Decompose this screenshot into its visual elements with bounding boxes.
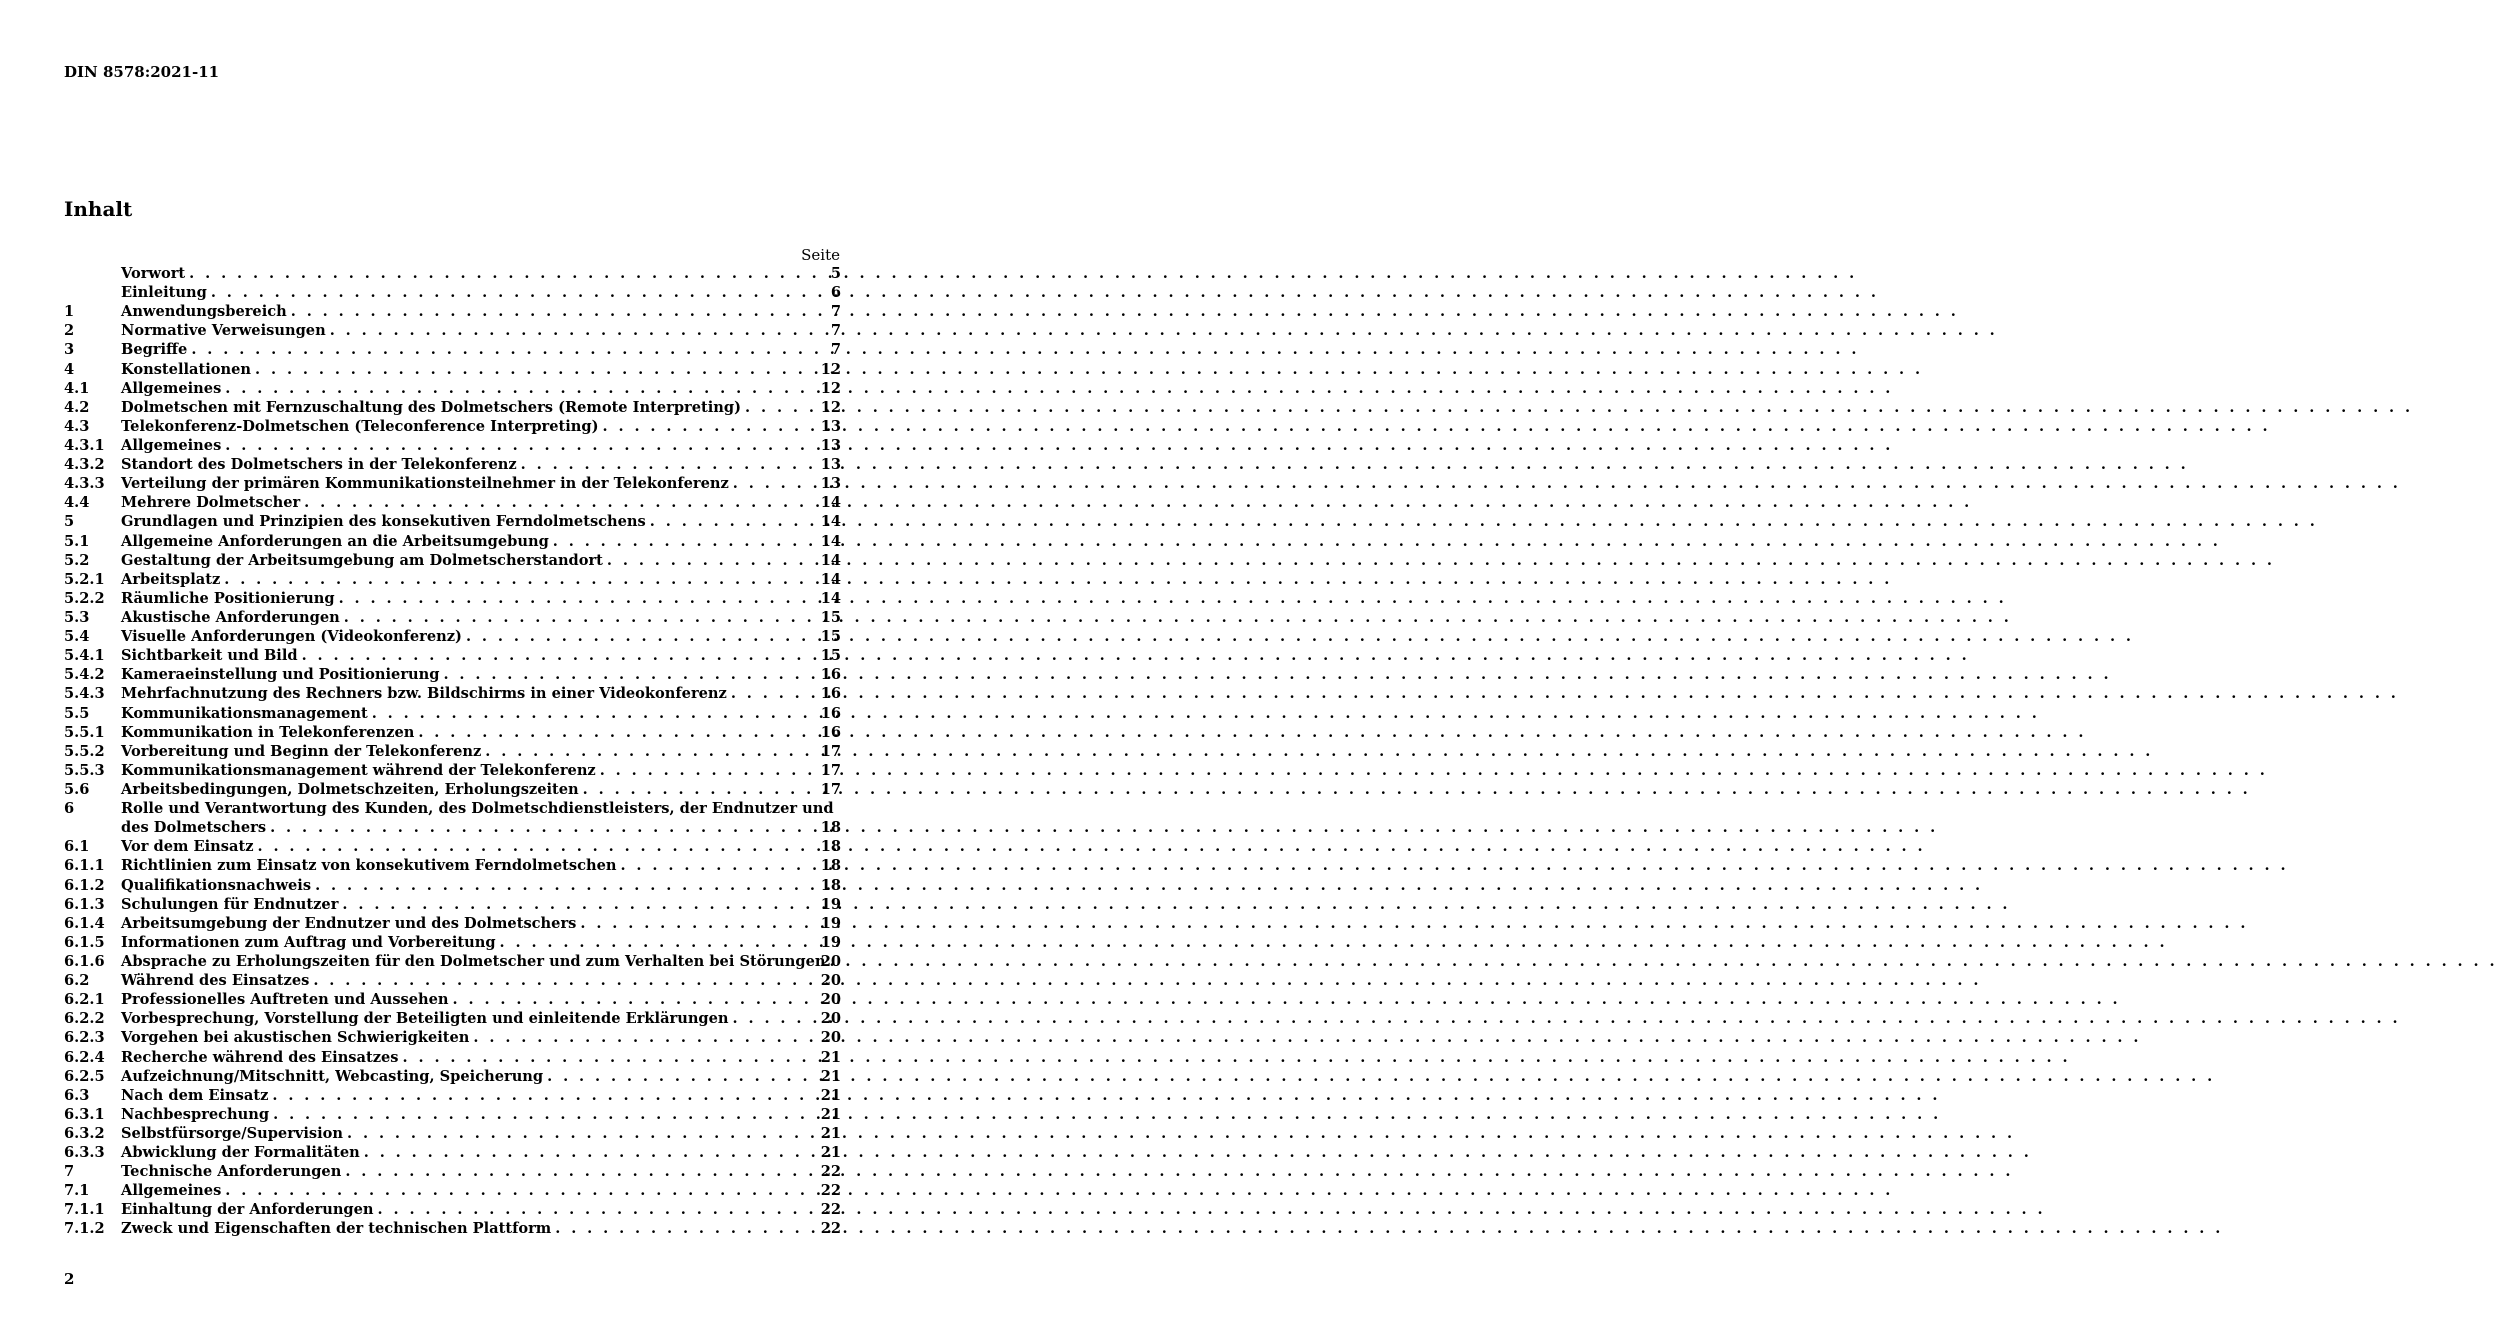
toc-entry-page: 22 — [820, 1220, 841, 1238]
toc-entry-page: 21 — [820, 1105, 841, 1123]
toc-entry-page: 15 — [820, 608, 841, 626]
toc-entry-title: Vor dem Einsatz — [121, 838, 254, 856]
toc-entry-number: 4.1 — [64, 379, 90, 397]
toc-entry-page: 7 — [830, 303, 841, 321]
toc-entry-number: 6 — [64, 800, 75, 818]
toc-entry-title: Vorwort — [121, 265, 186, 282]
toc-entry-number: 5.2.1 — [64, 570, 105, 588]
toc-entry-title: Aufzeichnung/Mitschnitt, Webcasting, Speicherung — [121, 1067, 544, 1085]
toc-entry-title: Vorbereitung und Beginn der Telekonferenz — [121, 742, 482, 760]
toc-entry-number: 4.3.2 — [64, 456, 105, 474]
toc-entry-title: Telekonferenz-Dolmetschen (Teleconference Interpreting) — [121, 417, 599, 435]
toc-entry[interactable] — [64, 1028, 841, 1047]
toc-entry-page: 21 — [820, 1124, 841, 1142]
toc-entry-title: Allgemeines — [121, 1182, 222, 1200]
toc-entry-title: Recherche während des Einsatzes — [121, 1048, 399, 1066]
toc-entry-number: 5.5.3 — [64, 761, 105, 779]
toc-entry-number: 4.3 — [64, 417, 90, 435]
dot-leader — [729, 1009, 2401, 1028]
toc-entry-number: 6.3.2 — [64, 1124, 105, 1142]
toc-entry-title: Absprache zu Erholungszeiten für den Dolmetscher und zum Verhalten bei Störungen — [121, 952, 826, 970]
toc-entry-number: 7.1.2 — [64, 1220, 105, 1238]
dot-leader — [414, 723, 2086, 742]
dot-leader — [298, 646, 1970, 665]
toc-entry-page: 21 — [820, 1048, 841, 1066]
toc-entry[interactable] — [64, 646, 841, 665]
toc-entry[interactable] — [64, 952, 841, 971]
toc-entry[interactable] — [64, 1162, 841, 1181]
dot-leader — [268, 1086, 1940, 1105]
toc-entry-page: 14 — [820, 589, 841, 607]
toc-entry-page: 14 — [820, 570, 841, 588]
toc-entry[interactable] — [64, 1048, 841, 1067]
toc-entry-number: 5 — [64, 513, 75, 531]
dot-leader — [221, 1181, 1893, 1200]
toc-entry-title: Allgemeines — [121, 436, 222, 454]
toc-entry-title: Arbeitsbedingungen, Dolmetschzeiten, Erholungszeiten — [121, 780, 579, 798]
toc-entry-number: 6.2 — [64, 972, 90, 990]
toc-entry[interactable] — [64, 1067, 841, 1086]
toc-entry-number: 6.2.2 — [64, 1010, 105, 1028]
toc-entry-title: Rolle und Verantwortung des Kunden, des Dolmetschdienstleisters, der Endnutzer und — [121, 800, 834, 818]
toc-entry-title-continued: des Dolmetschers — [121, 819, 267, 837]
toc-entry-title: Vorgehen bei akustischen Schwierigkeiten — [121, 1029, 470, 1047]
toc-entry-title: Qualifikationsnachweis — [121, 876, 312, 894]
toc-entry-title: Kameraeinstellung und Positionierung — [121, 666, 440, 684]
toc-entry[interactable] — [64, 856, 841, 875]
toc-entry-page: 22 — [820, 1163, 841, 1181]
toc-entry[interactable] — [64, 1181, 841, 1200]
table-of-contents — [64, 264, 841, 1239]
toc-entry-page: 16 — [820, 666, 841, 684]
toc-entry-page: 19 — [820, 914, 841, 932]
toc-entry-title: Normative Verweisungen — [121, 322, 326, 340]
toc-entry[interactable] — [64, 532, 841, 551]
toc-entry-number: 1 — [64, 303, 75, 321]
dot-leader — [340, 608, 2012, 627]
toc-entry-title: Visuelle Anforderungen (Videokonferenz) — [121, 628, 462, 646]
toc-entry-page: 14 — [820, 532, 841, 550]
toc-entry[interactable] — [64, 321, 841, 340]
toc-entry-number: 5.2 — [64, 551, 90, 569]
toc-entry-title: Einhaltung der Anforderungen — [121, 1201, 374, 1219]
toc-entry[interactable] — [64, 1105, 841, 1124]
dot-leader — [309, 971, 1981, 990]
toc-entry-page: 20 — [820, 1010, 841, 1028]
toc-entry[interactable] — [64, 1086, 841, 1105]
toc-entry-number: 5.2.2 — [64, 589, 105, 607]
toc-entry-page: 15 — [820, 647, 841, 665]
toc-entry-number: 6.1.3 — [64, 895, 105, 913]
toc-entry-number: 5.4.2 — [64, 666, 105, 684]
toc-entry[interactable] — [64, 417, 841, 436]
dot-leader — [335, 589, 2007, 608]
toc-entry[interactable] — [64, 704, 841, 723]
toc-entry-title: Mehrfachnutzung des Rechners bzw. Bildschirms in einer Videokonferenz — [121, 685, 727, 703]
toc-entry-number: 3 — [64, 341, 75, 359]
toc-entry-page: 16 — [820, 723, 841, 741]
dot-leader — [543, 1067, 2215, 1086]
toc-entry-page: 13 — [820, 417, 841, 435]
dot-leader — [300, 493, 1972, 512]
dot-leader — [449, 990, 2121, 1009]
toc-entry-title: Sichtbarkeit und Bild — [121, 647, 298, 665]
toc-entry[interactable] — [64, 264, 841, 283]
dot-leader — [266, 818, 1938, 837]
dot-leader — [727, 684, 2399, 703]
toc-entry-title: Anwendungsbereich — [121, 303, 287, 321]
toc-entry[interactable] — [64, 665, 841, 684]
toc-entry[interactable] — [64, 1009, 841, 1028]
toc-entry-title: Schulungen für Endnutzer — [121, 895, 339, 913]
toc-entry-page: 17 — [820, 780, 841, 798]
toc-entry-page: 15 — [820, 628, 841, 646]
toc-entry[interactable] — [64, 340, 841, 359]
toc-entry-number: 5.5.2 — [64, 742, 105, 760]
dot-leader — [517, 455, 2189, 474]
toc-entry-number: 6.3 — [64, 1086, 90, 1104]
toc-entry-page: 18 — [820, 876, 841, 894]
toc-entry-title: Konstellationen — [121, 360, 252, 378]
toc-entry-page: 22 — [820, 1201, 841, 1219]
toc-entry[interactable] — [64, 876, 841, 895]
toc-entry-page: 5 — [830, 265, 841, 282]
toc-entry-page: 13 — [820, 436, 841, 454]
toc-entry-title: Allgemeines — [121, 379, 222, 397]
document-id: DIN 8578:2021-11 — [64, 63, 220, 81]
toc-entry-title: Verteilung der primären Kommunikationsteilnehmer in der Telekonferenz — [121, 475, 729, 493]
toc-entry-title: Allgemeine Anforderungen an die Arbeitsumgebung — [121, 532, 549, 550]
dot-leader — [341, 1162, 2013, 1181]
toc-entry-number: 7.1.1 — [64, 1201, 105, 1219]
toc-entry-page: 14 — [820, 513, 841, 531]
dot-leader — [825, 952, 2497, 971]
toc-entry[interactable] — [64, 474, 841, 493]
toc-entry-page: 17 — [820, 761, 841, 779]
dot-leader — [343, 1124, 2015, 1143]
toc-entry-number: 5.3 — [64, 608, 90, 626]
toc-entry[interactable] — [64, 302, 841, 321]
toc-entry-page: 16 — [820, 685, 841, 703]
toc-entry[interactable] — [64, 895, 841, 914]
toc-entry-title: Räumliche Positionierung — [121, 589, 335, 607]
toc-entry-page: 20 — [820, 972, 841, 990]
toc-entry-page: 17 — [820, 742, 841, 760]
toc-entry-title: Nach dem Einsatz — [121, 1086, 269, 1104]
toc-entry[interactable] — [64, 398, 841, 417]
toc-entry-number: 7.1 — [64, 1182, 90, 1200]
toc-entry-number: 5.5.1 — [64, 723, 105, 741]
dot-leader — [496, 933, 2168, 952]
toc-entry-number: 6.2.3 — [64, 1029, 105, 1047]
dot-leader — [616, 856, 2288, 875]
dot-leader — [399, 1048, 2071, 1067]
toc-entry-title: Selbstfürsorge/Supervision — [121, 1124, 344, 1142]
toc-entry-page: 6 — [830, 284, 841, 302]
toc-entry-number: 6.1.1 — [64, 857, 105, 875]
toc-entry-number: 6.2.4 — [64, 1048, 105, 1066]
toc-entry[interactable] — [64, 379, 841, 398]
toc-entry-page: 18 — [820, 838, 841, 856]
toc-entry-page: 21 — [820, 1067, 841, 1085]
toc-entry-title: Grundlagen und Prinzipien des konsekutiven Ferndolmetschens — [121, 513, 646, 531]
dot-leader — [207, 283, 1879, 302]
toc-entry-title: Gestaltung der Arbeitsumgebung am Dolmetscherstandort — [121, 551, 603, 569]
toc-entry-number: 5.5 — [64, 704, 90, 722]
toc-entry-page: 7 — [830, 322, 841, 340]
toc-entry-number: 6.3.3 — [64, 1144, 105, 1162]
toc-entry-number: 4.4 — [64, 494, 90, 512]
toc-entry-title: Arbeitsumgebung der Endnutzer und des Dolmetschers — [121, 914, 577, 932]
dot-leader — [374, 1200, 2046, 1219]
dot-leader — [462, 627, 2134, 646]
toc-entry-page: 14 — [820, 494, 841, 512]
toc-entry[interactable] — [64, 1124, 841, 1143]
toc-entry[interactable] — [64, 608, 841, 627]
toc-entry-page: 13 — [820, 475, 841, 493]
toc-entry-title: Kommunikation in Telekonferenzen — [121, 723, 415, 741]
toc-entry-page: 7 — [830, 341, 841, 359]
toc-entry[interactable] — [64, 283, 841, 302]
toc-entry-page: 13 — [820, 456, 841, 474]
dot-leader — [646, 512, 2318, 531]
toc-entry-number: 2 — [64, 322, 75, 340]
dot-leader — [368, 704, 2040, 723]
toc-entry[interactable] — [64, 455, 841, 474]
toc-entry-title: Einleitung — [121, 284, 207, 302]
dot-leader — [741, 398, 2413, 417]
toc-entry[interactable] — [64, 436, 841, 455]
page-column-label: Seite — [801, 246, 840, 264]
toc-entry[interactable] — [64, 512, 841, 531]
dot-leader — [287, 302, 1959, 321]
toc-entry-number: 4.3.3 — [64, 475, 105, 493]
dot-leader — [360, 1143, 2032, 1162]
dot-leader — [187, 340, 1859, 359]
toc-entry-number: 5.4.3 — [64, 685, 105, 703]
toc-entry-page: 12 — [820, 398, 841, 416]
toc-entry-title: Zweck und Eigenschaften der technischen Plattform — [121, 1220, 552, 1238]
toc-entry[interactable] — [64, 971, 841, 990]
toc-entry[interactable] — [64, 493, 841, 512]
page-title: Inhalt — [64, 197, 133, 221]
toc-entry-title: Begriffe — [121, 341, 188, 359]
toc-entry-page: 16 — [820, 704, 841, 722]
toc-entry[interactable] — [64, 1219, 841, 1238]
toc-entry[interactable] — [64, 799, 841, 837]
toc-entry-page: 18 — [820, 819, 841, 837]
dot-leader — [221, 379, 1893, 398]
dot-leader — [251, 360, 1923, 379]
toc-entry-number: 5.4 — [64, 628, 90, 646]
toc-entry-title: Vorbesprechung, Vorstellung der Beteiligten und einleitende Erklärungen — [121, 1010, 729, 1028]
toc-entry-number: 6.2.5 — [64, 1067, 105, 1085]
toc-entry-title: Arbeitsplatz — [121, 570, 221, 588]
dot-leader — [221, 436, 1893, 455]
toc-entry-title: Akustische Anforderungen — [121, 608, 340, 626]
toc-entry-number: 6.2.1 — [64, 991, 105, 1009]
toc-entry-page: 20 — [820, 1029, 841, 1047]
toc-entry-title: Kommunikationsmanagement — [121, 704, 368, 722]
toc-entry-number: 6.1.2 — [64, 876, 105, 894]
toc-entry-page: 20 — [820, 952, 841, 970]
toc-entry[interactable] — [64, 837, 841, 856]
dot-leader — [596, 761, 2268, 780]
toc-entry[interactable] — [64, 933, 841, 952]
dot-leader — [729, 474, 2401, 493]
toc-entry-number: 7 — [64, 1163, 75, 1181]
toc-entry-page: 12 — [820, 379, 841, 397]
toc-entry-number: 4.3.1 — [64, 436, 105, 454]
toc-entry[interactable] — [64, 1143, 841, 1162]
toc-entry-title: Abwicklung der Formalitäten — [121, 1144, 360, 1162]
toc-entry-number: 6.1 — [64, 838, 90, 856]
toc-entry[interactable] — [64, 551, 841, 570]
toc-entry-number: 6.1.4 — [64, 914, 105, 932]
toc-entry-page: 19 — [820, 933, 841, 951]
toc-entry-number: 6.1.5 — [64, 933, 105, 951]
toc-entry-page: 14 — [820, 551, 841, 569]
dot-leader — [253, 837, 1925, 856]
toc-entry[interactable] — [64, 761, 841, 780]
toc-entry-number — [64, 283, 121, 302]
dot-leader — [185, 264, 1857, 283]
dot-leader — [338, 895, 2010, 914]
toc-entry[interactable] — [64, 360, 841, 379]
toc-entry[interactable] — [64, 570, 841, 589]
dot-leader — [311, 876, 1983, 895]
toc-entry-number: 6.1.6 — [64, 952, 105, 970]
toc-entry-page: 21 — [820, 1086, 841, 1104]
toc-entry[interactable] — [64, 684, 841, 703]
toc-entry-number: 4.2 — [64, 398, 90, 416]
toc-entry[interactable] — [64, 627, 841, 646]
toc-entry[interactable] — [64, 1200, 841, 1219]
toc-entry-page: 18 — [820, 857, 841, 875]
toc-entry-page: 21 — [820, 1144, 841, 1162]
toc-entry-number: 6.3.1 — [64, 1105, 105, 1123]
toc-entry[interactable] — [64, 589, 841, 608]
dot-leader — [269, 1105, 1941, 1124]
toc-entry[interactable] — [64, 780, 841, 799]
toc-entry-title: Richtlinien zum Einsatz von konsekutivem Ferndolmetschen — [121, 857, 617, 875]
toc-entry-page: 19 — [820, 895, 841, 913]
toc-entry-title: Kommunikationsmanagement während der Telekonferenz — [121, 761, 596, 779]
toc-entry-number — [64, 264, 121, 283]
toc-entry-title: Während des Einsatzes — [121, 972, 310, 990]
dot-leader — [603, 551, 2275, 570]
dot-leader — [220, 570, 1892, 589]
dot-leader — [439, 665, 2111, 684]
toc-entry[interactable] — [64, 723, 841, 742]
toc-entry-title: Mehrere Dolmetscher — [121, 494, 301, 512]
dot-leader — [326, 321, 1998, 340]
footer-page-number: 2 — [64, 1270, 75, 1288]
toc-entry-title: Technische Anforderungen — [121, 1163, 342, 1181]
toc-entry-page: 22 — [820, 1182, 841, 1200]
toc-entry-page: 20 — [820, 991, 841, 1009]
toc-entry[interactable] — [64, 914, 841, 933]
toc-entry-number: 4 — [64, 360, 75, 378]
toc-entry-number: 5.4.1 — [64, 647, 105, 665]
toc-entry-page: 12 — [820, 360, 841, 378]
toc-entry-title: Nachbesprechung — [121, 1105, 270, 1123]
dot-leader — [469, 1028, 2141, 1047]
toc-entry-number: 5.1 — [64, 532, 90, 550]
toc-entry[interactable] — [64, 990, 841, 1009]
toc-entry-title: Dolmetschen mit Fernzuschaltung des Dolmetschers (Remote Interpreting) — [121, 398, 742, 416]
toc-entry-title: Informationen zum Auftrag und Vorbereitung — [121, 933, 496, 951]
toc-entry-number: 5.6 — [64, 780, 90, 798]
toc-entry-title: Standort des Dolmetschers in der Telekonferenz — [121, 456, 517, 474]
toc-entry-title: Professionelles Auftreten und Aussehen — [121, 991, 449, 1009]
dot-leader — [599, 417, 2271, 436]
dot-leader — [481, 742, 2153, 761]
toc-entry[interactable] — [64, 742, 841, 761]
